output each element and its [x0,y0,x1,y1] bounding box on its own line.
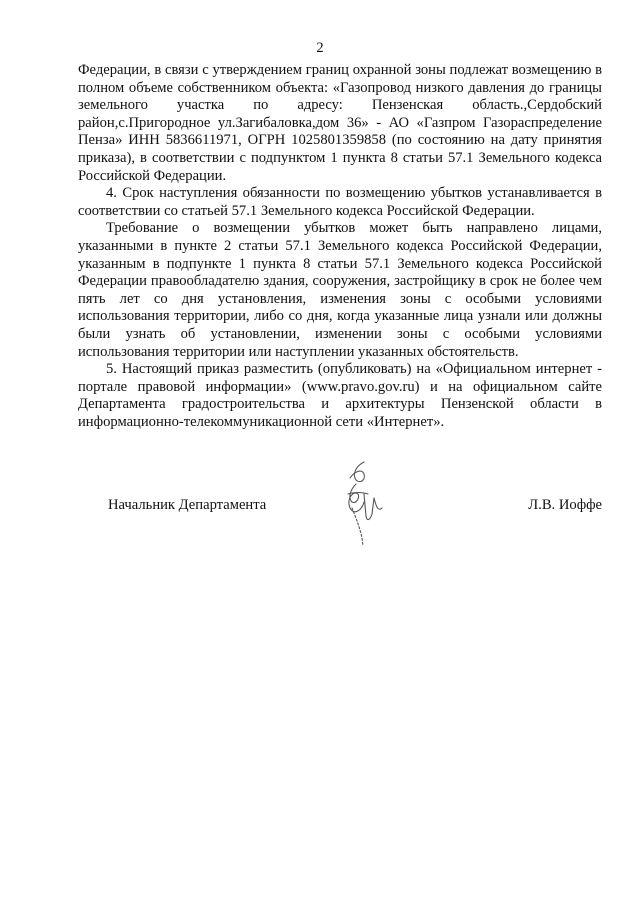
paragraph-item-4: 4. Срок наступления обязанности по возмещению убытков устанавливается в соответствии со статьей 57.1 Земельного кодекса Российской Федерации. [78,185,602,219]
handwritten-signature-icon [330,458,394,550]
paragraph-damages-claim: Требование о возмещении убытков может быть направлено лицами, указанными в пункте 2 статьи 57.1 Земельного кодекса Российской Федерации, указанным в подпункте 1 пункта 8 статьи 57.1 Земельного кодекса Российской Федерации правообладателю здания, сооружения, застройщику в срок не более чем пять лет со дня установления, изменения зоны с особыми условиями использования территории, либо со дня, когда указанные лица узнали или должны были узнать об установлении, изменении зоны с особыми условиями использования территории или наступлении указанных обстоятельств. [78,220,602,360]
page-number: 2 [316,40,324,56]
document-body [78,62,602,431]
signatory-position: Начальник Департамента [108,497,267,513]
paragraph-item-5: 5. Настоящий приказ разместить (опубликовать) на «Официальном интернет - портале правовой информации» (www.pravo.gov.ru) и на официальном сайте Департамента градостроительства и архитектуры Пензенской области в информационно-телекоммуникационной сети «Интернет». [78,361,602,430]
signatory-name: Л.В. Иоффе [528,497,602,513]
paragraph-continuation: Федерации, в связи с утверждением границ охранной зоны подлежат возмещению в полном объеме собственником объекта: «Газопровод низкого давления до границы земельного участка по адресу: Пензенская область.,Сердобский район,с.Пригородное ул.Загибаловка,дом 36» - АО «Газпром Газораспределение Пенза» ИНН 5836611971, ОГРН 1025801359858 (по состоянию на дату принятия приказа), в соответствии с подпунктом 1 пункта 8 статьи 57.1 Земельного кодекса Российской Федерации. [78,62,602,184]
